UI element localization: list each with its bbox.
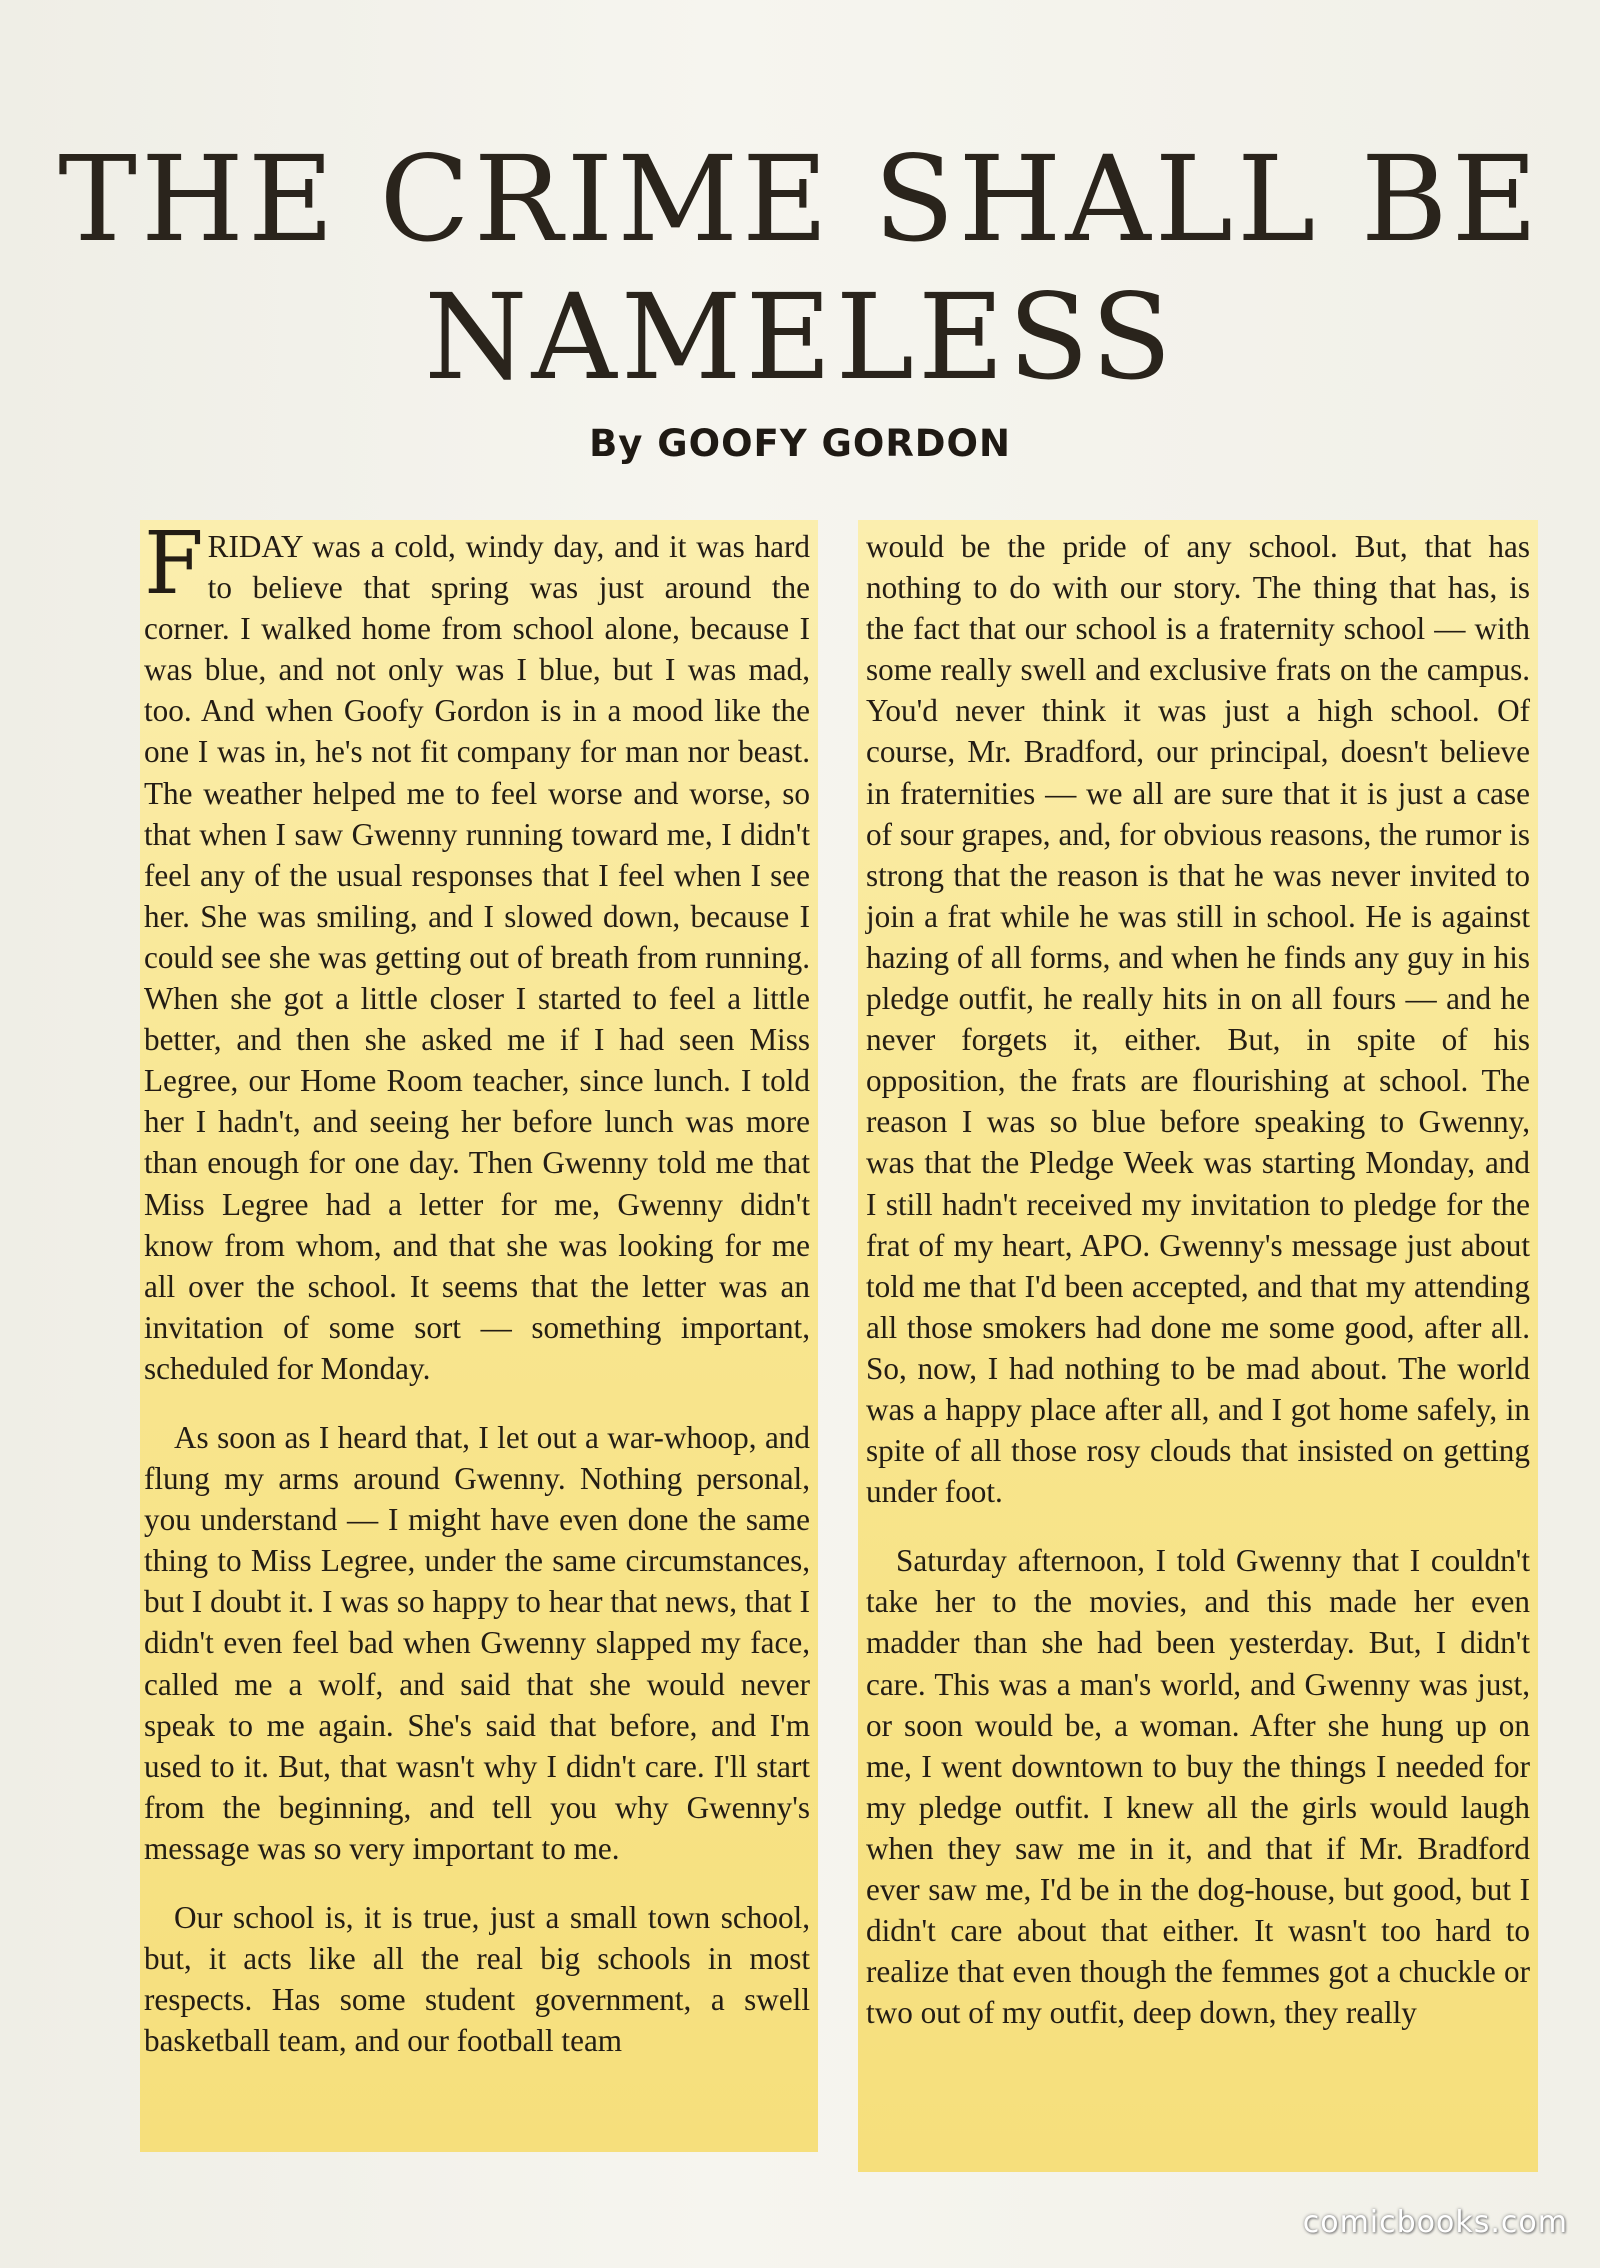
article-title: THE CRIME SHALL BE NAMELESS	[58, 130, 1542, 406]
article-paragraph	[144, 514, 810, 1389]
article-paragraph: would be the pride of any school. But, that has nothing to do with our story. The thing that has, is the fact that our school is a fraternity school — with some really swell and exclusive frats on the campus. You'd never think it was just a high school. Of course, Mr. Bradford, our principal, doesn't believe in fraternities — we all are sure that it is just a case of sour grapes, and, for obvious reasons, the rumor is strong that the reason is that he was never invited to join a frat while he was still in school. He is against hazing of all forms, and when he finds any guy in his pledge outfit, he really hits in on all fours — and he never forgets it, either. But, in spite of his opposition, the frats are flourishing at school. The reason I was so blue before speaking to Gwenny, was that the Pledge Week was starting Monday, and I still hadn't received my invitation to pledge for the frat of my heart, APO. Gwenny's message just about told me that I'd been accepted, and that my attending all those smokers had done me some good, after all. So, now, I had nothing to be mad about. The world was a happy place after all, and I got home safely, in spite of all those rosy clouds that insisted on getting under foot.	[866, 529, 1530, 1510]
article-column-left	[140, 514, 818, 2152]
article-column-right	[858, 520, 1538, 2172]
paragraph-text: RIDAY was a cold, windy day, and it was hard to believe that spring was just around the corner. I walked home from school alone, because I was blue, and not only was I blue, but I was mad, too. And when Goofy Gordon is in a mood like the one I was in, he's not fit company for man nor beast. The weather helped me to feel worse and worse, so that when I saw Gwenny running toward me, I didn't feel any of the usual responses that I feel when I see her. She was smiling, and I slowed down, because I could see she was getting out of breath from running. When she got a little closer I started to feel a little better, and then she asked me if I had seen Miss Legree, our Home Room teacher, since lunch. I told her I hadn't, and seeing her before lunch was more than enough for one day. Then Gwenny told me that Miss Legree had a letter for me, Gwenny didn't know from whom, and that she was looking for me all over the school. It seems that the letter was an invitation of some sort — something important, scheduled for Monday.	[144, 529, 810, 1386]
article-byline: By GOOFY GORDON	[589, 422, 1011, 465]
site-watermark: comicbooks.com	[1302, 2205, 1568, 2240]
article-paragraph: Our school is, it is true, just a small town school, but, it acts like all the real big schools in most respects. Has some student government, a swell basketball team, and our football team	[144, 1900, 810, 2059]
drop-cap: F	[144, 514, 204, 614]
article-paragraph: As soon as I heard that, I let out a war-whoop, and flung my arms around Gwenny. Nothing personal, you understand — I might have even done the same thing to Miss Legree, under the same circumstances, but I doubt it. I was so happy to hear that news, that I didn't even feel bad when Gwenny slapped my face, called me a wolf, and said that she would never speak to me again. She's said that before, and I'm used to it. But, that wasn't why I didn't care. I'll start from the beginning, and tell you why Gwenny's message was so very important to me.	[144, 1419, 810, 1866]
article-paragraph: Saturday afternoon, I told Gwenny that I couldn't take her to the movies, and this made her even madder than she had been yesterday. But, I didn't care. This was a man's world, and Gwenny was just, or soon would be, a woman. After she hung up on me, I went downtown to buy the things I needed for my pledge outfit. I knew all the girls would laugh when they saw me in it, and that if Mr. Bradford ever saw me, I'd be in the dog-house, but good, but I didn't care about that either. It wasn't too hard to realize that even though the femmes got a chuckle or two out of my outfit, deep down, they really	[866, 1543, 1530, 2031]
